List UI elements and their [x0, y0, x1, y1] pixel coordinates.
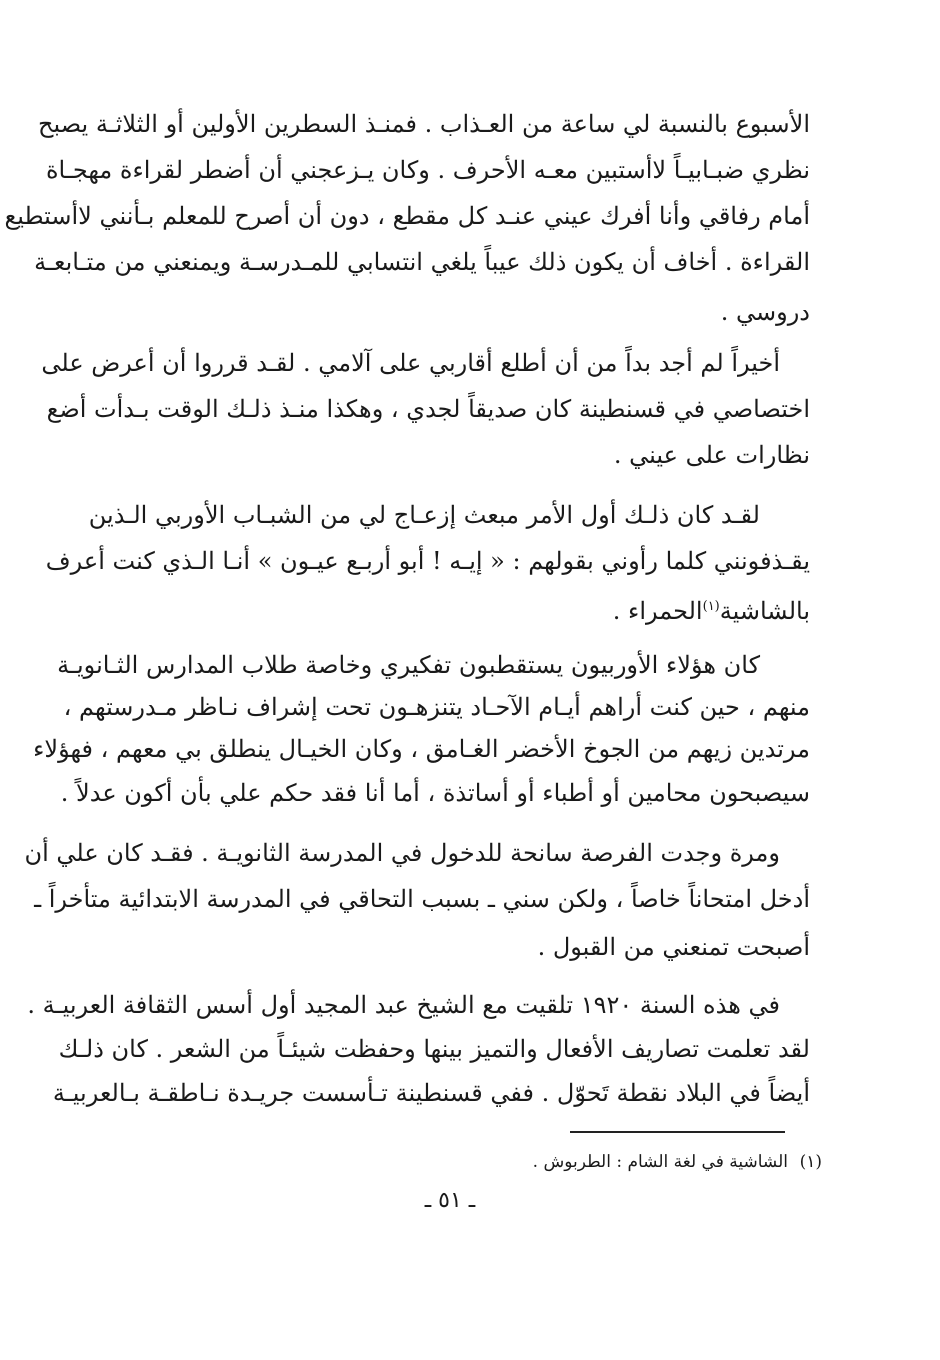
paragraph-4 [33, 645, 810, 835]
text-line: أخيراً لم أجد بداً من أن أطلع أقاربي على آلامي . لقـد قرروا أن أعرض على [41, 349, 780, 377]
text-segment: بالشاشية [719, 597, 810, 625]
text-segment: الحمراء . [612, 597, 703, 625]
text-line: لقـد كان ذلـك أول الأمر مبعث إزعـاج لي من الشبـاب الأوربي الـذين [88, 501, 760, 529]
paragraph-3 [45, 495, 810, 635]
text-line [613, 591, 810, 631]
text-line: مرتدين زيهم من الجوخ الأخضر الغـامق ، وكان الخيـال ينطلق بي معهم ، فهؤلاء [33, 735, 810, 763]
text-line: القراءة . أخاف أن يكون ذلك عيباً يلغي انتسابي للمـدرسـة ويمنعني من متـابعـة [34, 248, 810, 276]
text-line: أدخل امتحاناً خاصاً ، ولكن سني ـ بسبب التحاقي في المدرسة الابتدائية متأخراً ـ [34, 885, 810, 913]
text-line: في هذه السنة ١٩٢٠ تلقيت مع الشيخ عبد المجيد أول أسس الثقافة العربيـة . [27, 991, 780, 1019]
text-line: أمام رفاقي وأنا أفرك عيني عنـد كل مقطع ، دون أن أصرح للمعلم بـأنني لاأستطيع [4, 202, 810, 230]
text-line: كان هؤلاء الأوربيون يستقطبون تفكيري وخاصة طلاب المدارس الثـانويـة [57, 651, 760, 679]
text-line: نظارات على عيني . [613, 441, 810, 469]
paragraph-5 [24, 833, 810, 973]
text-line: منهم ، حين كنت أراهم أيـام الآحـاد يتنزهـون تحت إشراف نـاظر مـدرستهم ، [63, 693, 810, 721]
text-line: الأسبوع بالنسبة لي ساعة من العـذاب . فمنـذ السطرين الأولين أو الثلاثـة يصبح [37, 110, 810, 138]
text-line: يقـذفونني كلما رأوني بقولهم : « إيـه ! أبو أربـع عيـون » أنـا الـذي كنت أعرف [45, 547, 810, 575]
footnote-text: الشاشية في لغة الشام : الطربوش . [532, 1152, 788, 1172]
footnote-reference: (١) [702, 599, 720, 614]
paragraph-2 [41, 343, 810, 483]
text-line: أصبحت تمنعني من القبول . [537, 933, 810, 961]
text-line: اختصاصي في قسنطينة كان صديقاً لجدي ، وهكذا منـذ ذلـك الوقت بـدأت أضع [46, 395, 810, 423]
text-line: سيصبحون محامين أو أطباء أو أساتذة ، أما أنا فقد حكم علي بأن أكون عدلاً . [60, 779, 810, 807]
text-line: أيضاً في البلاد نقطة تَحوّل . ففي قسنطينة تـأسست جريـدة نـاطقـة بـالعربيـة [52, 1079, 810, 1107]
footnote-marker: (١) [799, 1152, 822, 1172]
text-line: نظري ضبـابيـاً لاأستبين معـه الأحرف . وكان يـزعجني أن أضطر لقراءة مهجـاة [45, 156, 810, 184]
paragraph-6 [27, 985, 810, 1125]
text-line: دروسي . [720, 298, 810, 326]
text-line: لقد تعلمت تصاريف الأفعال والتميز بينها وحفظت شيئـاً من الشعر . كان ذلـك [58, 1035, 810, 1063]
footnote-divider [570, 1131, 785, 1133]
text-line: ومرة وجدت الفرصة سانحة للدخول في المدرسة الثانويـة . فقـد كان علي أن [24, 839, 780, 867]
page-number: ـ ٥١ ـ [424, 1188, 476, 1213]
paragraph-1 [4, 104, 810, 326]
